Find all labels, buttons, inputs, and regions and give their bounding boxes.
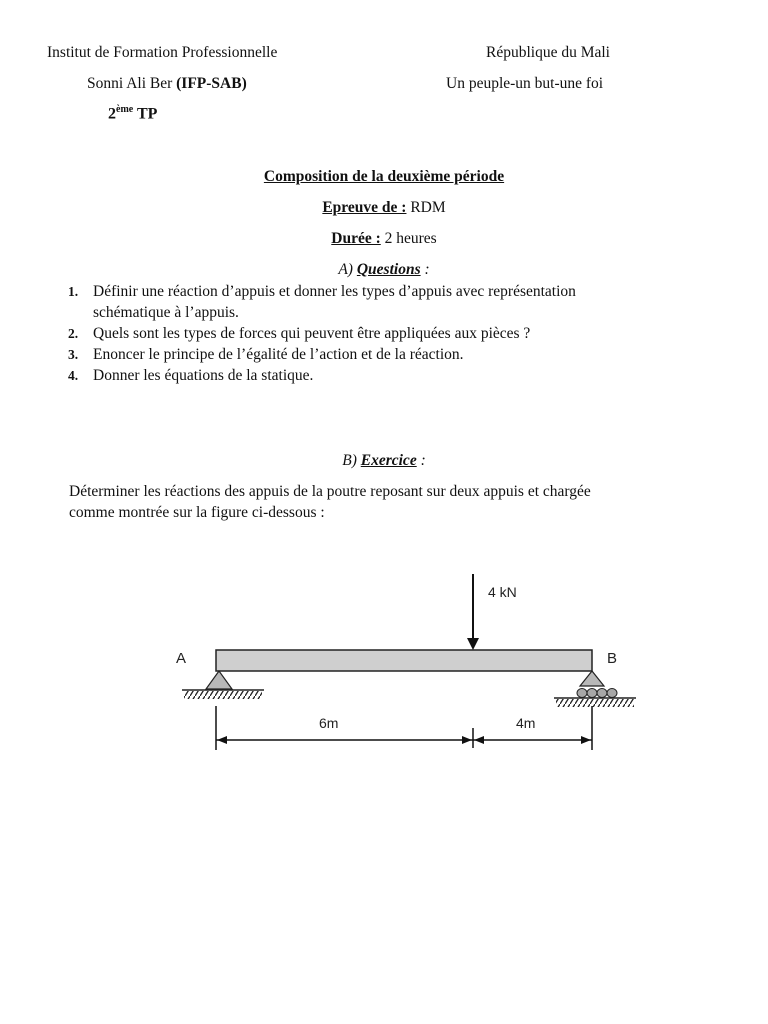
question-text: Donner les équations de la statique. (93, 367, 314, 384)
question-text-continued: schématique à l’appuis. (93, 304, 239, 321)
class-sup: ème (116, 104, 134, 115)
class-number: 2 (108, 105, 116, 123)
section-b-suffix: : (420, 452, 426, 469)
country-name: République du Mali (486, 44, 610, 61)
question-text: Enoncer le principe de l’égalité de l’action et de la réaction. (93, 346, 464, 363)
exercise-text-line2: comme montrée sur la figure ci-dessous : (69, 504, 325, 521)
question-number: 1. (68, 284, 79, 299)
section-b-title: Exercice (360, 452, 417, 469)
country-motto: Un peuple-un but-une foi (446, 75, 604, 92)
institute-name: Institut de Formation Professionnelle (47, 44, 278, 61)
beam-diagram (0, 560, 768, 760)
exam-title: Composition de la deuxième période (263, 168, 505, 185)
subject-label: Epreuve de : (322, 199, 407, 216)
dimension-lines (216, 706, 592, 750)
question-number: 2. (68, 326, 79, 341)
support-a-label: A (176, 650, 187, 667)
question-text: Quels sont les types de forces qui peuvent être appliquées aux pièces ? (93, 325, 531, 342)
question-text: Définir une réaction d’appuis et donner les types d’appuis avec représentation (93, 283, 576, 300)
duration-value: 2 heures (384, 230, 437, 247)
section-b-prefix: B) (342, 452, 357, 469)
support-b-label: B (607, 650, 618, 667)
exam-subject (0, 199, 768, 217)
list-item (0, 367, 768, 389)
list-item (0, 325, 768, 347)
section-a-prefix: A) (338, 261, 353, 278)
roller-support-b (554, 671, 636, 707)
section-a-title: Questions (356, 261, 421, 278)
exercise-text-line1: Déterminer les réactions des appuis de la poutre reposant sur deux appuis et chargée (69, 483, 591, 500)
list-item (0, 346, 768, 368)
exam-duration (0, 230, 768, 248)
section-b-heading (0, 452, 768, 470)
duration-label: Durée : (331, 230, 381, 247)
institute-subname (87, 75, 247, 93)
institute-acronym: (IFP-SAB) (176, 75, 247, 92)
dimension-right-label: 4m (516, 715, 536, 731)
load-label: 4 kN (488, 584, 517, 600)
list-item (0, 283, 768, 305)
load-arrow (467, 574, 479, 650)
institute-subname-prefix: Sonni Ali Ber (87, 75, 173, 92)
class-level (108, 104, 157, 123)
subject-value: RDM (410, 199, 446, 216)
question-number: 4. (68, 368, 79, 383)
section-a-heading (0, 261, 768, 279)
dimension-left-label: 6m (319, 715, 339, 731)
section-a-suffix: : (424, 261, 430, 278)
question-number: 3. (68, 347, 79, 362)
beam (216, 650, 592, 671)
class-name: TP (136, 105, 158, 123)
pin-support-a (182, 671, 264, 699)
